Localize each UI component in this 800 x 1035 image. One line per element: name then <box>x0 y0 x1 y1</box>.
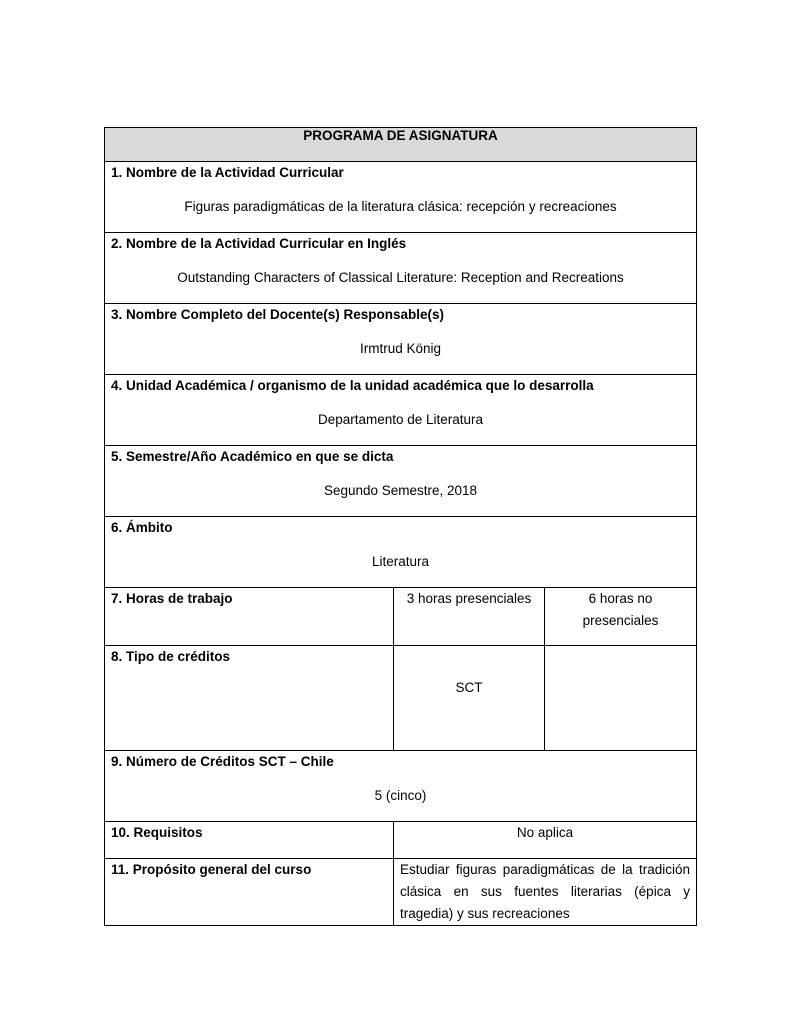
section-1-row <box>105 162 697 233</box>
section-2-label: 2. Nombre de la Actividad Curricular en Inglés <box>111 236 407 251</box>
section-10-row <box>105 822 697 859</box>
section-3-cell <box>105 304 697 375</box>
section-7-label: 7. Horas de trabajo <box>111 591 233 606</box>
section-3-row <box>105 304 697 375</box>
section-7-label-cell <box>105 588 394 646</box>
section-9-row <box>105 751 697 822</box>
section-3-value: Irmtrud König <box>359 341 442 356</box>
section-9-value: 5 (cinco) <box>374 788 427 803</box>
section-8-label-cell <box>105 646 394 751</box>
section-9-label: 9. Número de Créditos SCT – Chile <box>111 754 334 769</box>
section-7-row <box>105 588 697 646</box>
section-1-label: 1. Nombre de la Actividad Curricular <box>111 165 344 180</box>
section-2-row <box>105 233 697 304</box>
section-11-label-cell <box>105 859 394 926</box>
program-title: PROGRAMA DE ASIGNATURA <box>105 128 697 162</box>
section-6-row <box>105 517 697 588</box>
section-11-row <box>105 859 697 926</box>
section-6-label: 6. Ámbito <box>111 520 173 535</box>
section-4-value: Departamento de Literatura <box>317 412 484 427</box>
section-4-row <box>105 375 697 446</box>
section-6-cell <box>105 517 697 588</box>
section-2-cell <box>105 233 697 304</box>
section-11-label: 11. Propósito general del curso <box>111 862 312 877</box>
credit-type-cell: SCT <box>394 646 545 751</box>
requirements-value: No aplica <box>394 822 697 859</box>
section-4-label: 4. Unidad Académica / organismo de la unidad académica que lo desarrolla <box>111 378 594 393</box>
section-4-cell <box>105 375 697 446</box>
hours-presencial-cell: 3 horas presenciales <box>394 588 545 646</box>
section-2-value: Outstanding Characters of Classical Literature: Reception and Recreations <box>177 270 624 285</box>
section-3-label: 3. Nombre Completo del Docente(s) Responsable(s) <box>111 307 445 322</box>
section-5-cell <box>105 446 697 517</box>
section-5-value: Segundo Semestre, 2018 <box>323 483 478 498</box>
section-8-label: 8. Tipo de créditos <box>111 649 231 664</box>
section-9-cell <box>105 751 697 822</box>
section-5-label: 5. Semestre/Año Académico en que se dicta <box>111 449 394 464</box>
section-10-label-cell <box>105 822 394 859</box>
credit-type-extra-cell <box>545 646 697 751</box>
section-1-value: Figuras paradigmáticas de la literatura clásica: recepción y recreaciones <box>184 199 617 214</box>
section-5-row <box>105 446 697 517</box>
section-10-label: 10. Requisitos <box>111 825 203 840</box>
hours-no-presencial-cell: 6 horas no presenciales <box>545 588 697 646</box>
header-row <box>105 128 697 162</box>
section-8-row <box>105 646 697 751</box>
course-purpose-value: Estudiar figuras paradigmáticas de la tradición clásica en sus fuentes literarias (épica y tragedia) y sus recreaciones <box>394 859 697 926</box>
section-6-value: Literatura <box>371 554 430 569</box>
program-table <box>104 127 697 926</box>
section-1-cell <box>105 162 697 233</box>
